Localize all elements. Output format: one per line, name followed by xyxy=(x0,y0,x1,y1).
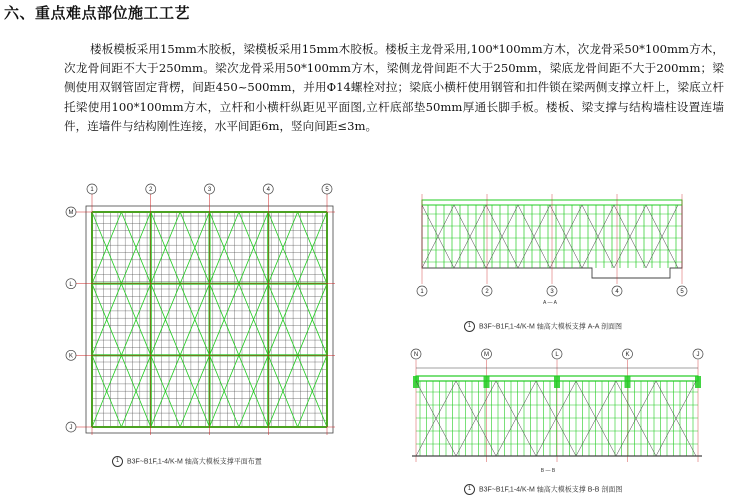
caption-number: 1 xyxy=(464,321,475,332)
axis-label: K xyxy=(68,353,74,360)
axis-label: 4 xyxy=(615,289,619,296)
caption-number: 1 xyxy=(464,484,475,495)
section-b-beam xyxy=(625,376,631,388)
formwork-plan-drawing xyxy=(62,182,352,444)
axis-label: L xyxy=(555,352,559,359)
section-b-caption-text: B3F~B1F,1-4/K-M 轴高大模板支撑 B-B 剖面图 xyxy=(479,486,623,494)
section-b-beam xyxy=(554,376,560,388)
section-a-label: A — A xyxy=(543,300,557,306)
axis-label: K xyxy=(625,352,630,359)
axis-label: M xyxy=(484,352,489,359)
axis-label: J xyxy=(696,352,700,359)
section-b-beam xyxy=(695,376,701,388)
plan-caption-text: B3F~B1F,1-4/K-M 轴高大模板支撑平面布置 xyxy=(127,458,262,466)
section-b-drawing xyxy=(408,346,708,480)
section-b-beam xyxy=(484,376,490,388)
axis-label: J xyxy=(69,425,73,432)
axis-label: 4 xyxy=(266,187,270,194)
section-a-caption xyxy=(464,321,622,332)
caption-number: 1 xyxy=(112,456,123,467)
section-heading: 六、重点难点部位施工工艺 xyxy=(4,4,191,22)
axis-label: 2 xyxy=(149,187,153,194)
axis-label: 5 xyxy=(680,289,684,296)
axis-label: 3 xyxy=(550,289,554,296)
section-b-beam xyxy=(413,376,419,388)
construction-paragraph xyxy=(64,40,724,136)
plan-caption xyxy=(112,456,262,467)
axis-label: L xyxy=(69,281,73,288)
section-a-caption-text: B3F~B1F,1-4/K-M 轴高大模板支撑 A-A 剖面图 xyxy=(479,323,622,331)
axis-label: 1 xyxy=(420,289,424,296)
section-b-label: B — B xyxy=(540,468,556,474)
axis-label: 3 xyxy=(207,187,212,194)
axis-label: N xyxy=(413,352,419,359)
axis-label: 1 xyxy=(90,187,94,194)
section-a-drawing xyxy=(410,188,700,308)
axis-label: 2 xyxy=(485,289,489,296)
axis-label: 5 xyxy=(325,187,329,194)
axis-label: M xyxy=(68,210,74,217)
section-b-caption xyxy=(464,484,622,495)
paragraph-text: 楼板模板采用15mm木胶板，梁模板采用15mm木胶板。楼板主龙骨采用,100*100mm方木，次龙骨采50*100mm方木，次龙骨间距不大于250mm。梁次龙骨采用50*100mm方木，梁侧龙骨间距不大于250mm，梁底龙骨间距不大于200mm；梁侧使用双钢管固定背楞，间距450~500mm，并用Φ14螺栓对拉；梁底小横杆使用钢管和扣件锁在梁两侧支撑立杆上，梁底立杆托梁使用100*100mm方木，立杆和小横杆纵距见平面图,立杆底部垫50mm厚通长脚手板。楼板、梁支撑与结构墙柱设置连墙件，连墙件与结构刚性连接，水平间距6m，竖向间距≤3m。 xyxy=(64,42,724,133)
